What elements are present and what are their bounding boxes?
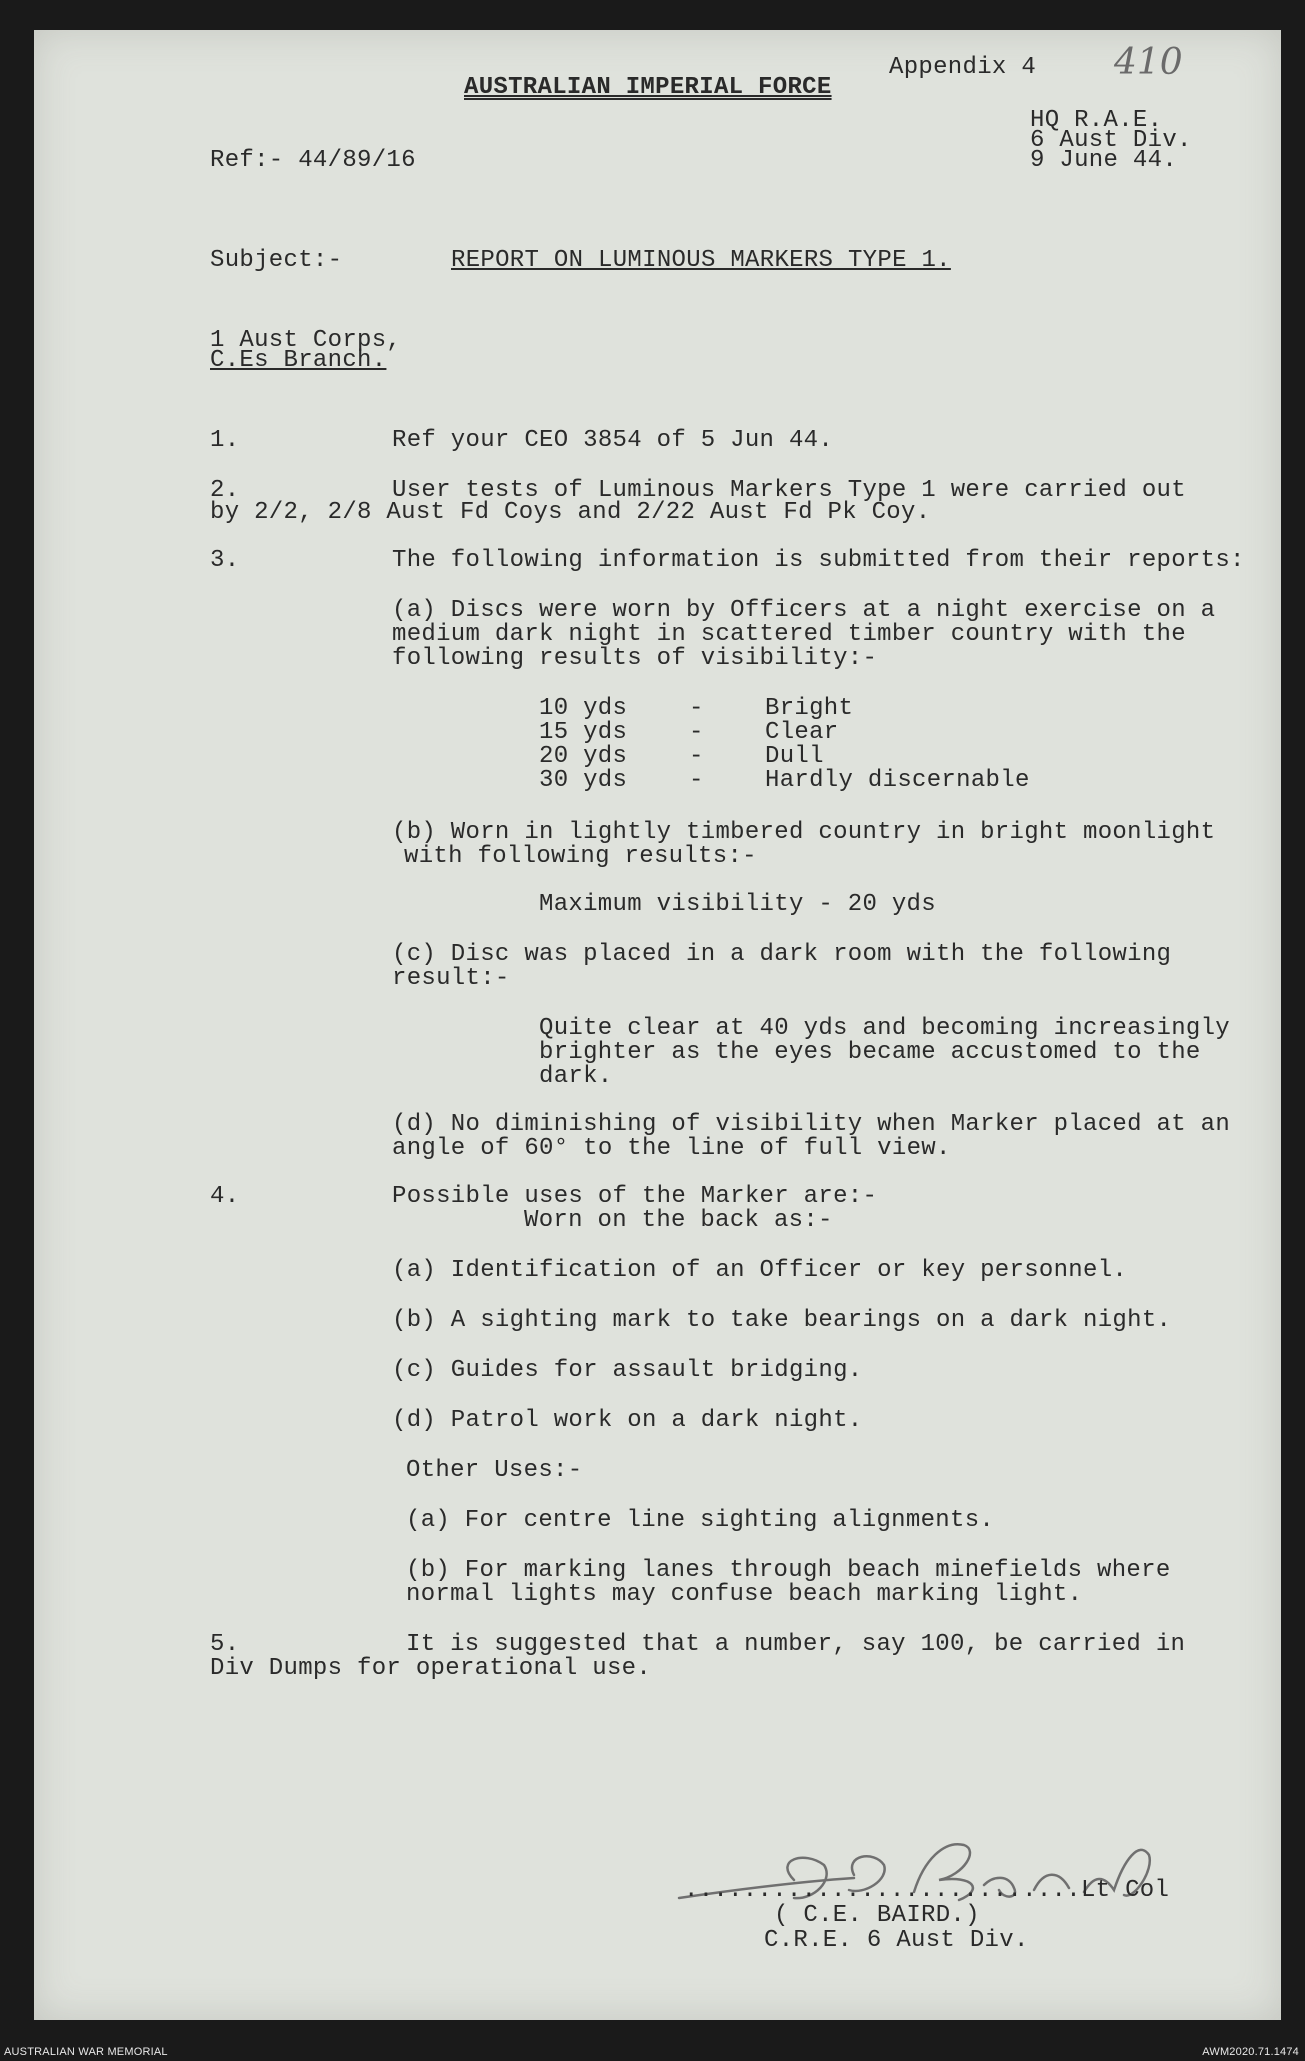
use-item: (b) A sighting mark to take bearings on a dark night. [392,1307,1172,1334]
para-3d-line: (d) No diminishing of visibility when Marker placed at an [392,1111,1231,1138]
table-cell-distance: 10 yds [539,695,628,722]
para-3b-result: Maximum visibility - 20 yds [539,891,936,918]
para-2-line: User tests of Luminous Markers Type 1 were carried out [392,477,1186,504]
other-use-item: (b) For marking lanes through beach minefields where [406,1557,1171,1584]
document-page [34,30,1281,2020]
table-cell-result: Bright [765,695,854,722]
footer-left: AUSTRALIAN WAR MEMORIAL [4,2046,168,2058]
table-cell-dash: - [689,767,704,794]
para-4-line: Possible uses of the Marker are:- [392,1183,878,1210]
para-number: 4. [210,1183,240,1210]
para-3c-line: result:- [392,965,510,992]
para-3: The following information is submitted from their reports: [392,547,1245,574]
handwritten-mark: 410 [1114,42,1183,83]
signatory-name: ( C.E. BAIRD.) [774,1902,980,1929]
para-5-line: It is suggested that a number, say 100, be carried in [406,1631,1186,1658]
para-4-line: Worn on the back as:- [524,1207,833,1234]
para-3c-line: (c) Disc was placed in a dark room with the following [392,941,1172,968]
use-item: (c) Guides for assault bridging. [392,1357,863,1384]
table-cell-result: Clear [765,719,839,746]
ref-number: Ref:- 44/89/16 [210,147,416,174]
para-3d-line: angle of 60° to the line of full view. [392,1135,951,1162]
other-use-item: normal lights may confuse beach marking light. [406,1581,1083,1608]
subject-text: REPORT ON LUMINOUS MARKERS TYPE 1. [451,247,951,274]
addressee-line: 1 Aust Corps, [210,327,402,354]
signatory-title: C.R.E. 6 Aust Div. [764,1927,1029,1954]
para-1: Ref your CEO 3854 of 5 Jun 44. [392,427,834,454]
para-3c-result-line: dark. [539,1063,613,1090]
table-cell-result: Dull [765,743,824,770]
table-cell-distance: 20 yds [539,743,628,770]
para-number: 3. [210,547,240,574]
para-3b-line: with following results:- [404,843,757,870]
hq-line: 6 Aust Div. [1030,127,1192,154]
para-number: 2. [210,477,240,504]
signature-dotted-line: ...........................Lt Col [684,1877,1170,1904]
hq-line: HQ R.A.E. [1030,107,1163,134]
footer-right: AWM2020.71.1474 [1202,2046,1299,2058]
para-3a-line: medium dark night in scattered timber country with the [392,621,1186,648]
table-cell-result: Hardly discernable [765,767,1030,794]
para-number: 1. [210,427,240,454]
other-use-item: (a) For centre line sighting alignments. [406,1507,995,1534]
para-3c-result-line: brighter as the eyes became accustomed to the [539,1039,1201,1066]
para-3a-line: (a) Discs were worn by Officers at a night exercise on a [392,597,1216,624]
para-2-line: by 2/2, 2/8 Aust Fd Coys and 2/22 Aust Fd Pk Coy. [210,499,931,526]
subject-label: Subject:- [210,247,343,274]
use-item: (d) Patrol work on a dark night. [392,1407,863,1434]
other-uses-heading: Other Uses:- [406,1457,583,1484]
appendix-label: Appendix 4 [889,54,1037,81]
para-3c-result-line: Quite clear at 40 yds and becoming increasingly [539,1015,1231,1042]
table-cell-distance: 30 yds [539,767,628,794]
para-number: 5. [210,1631,240,1658]
table-cell-dash: - [689,719,704,746]
para-5-line: Div Dumps for operational use. [210,1655,652,1682]
document-title: AUSTRALIAN IMPERIAL FORCE [464,74,832,101]
para-3b-line: (b) Worn in lightly timbered country in bright moonlight [392,819,1216,846]
addressee-line: C.Es Branch. [210,347,387,374]
use-item: (a) Identification of an Officer or key personnel. [392,1257,1128,1284]
table-cell-distance: 15 yds [539,719,628,746]
para-3a-line: following results of visibility:- [392,645,878,672]
table-cell-dash: - [689,743,704,770]
table-cell-dash: - [689,695,704,722]
date-line: 9 June 44. [1030,147,1178,174]
